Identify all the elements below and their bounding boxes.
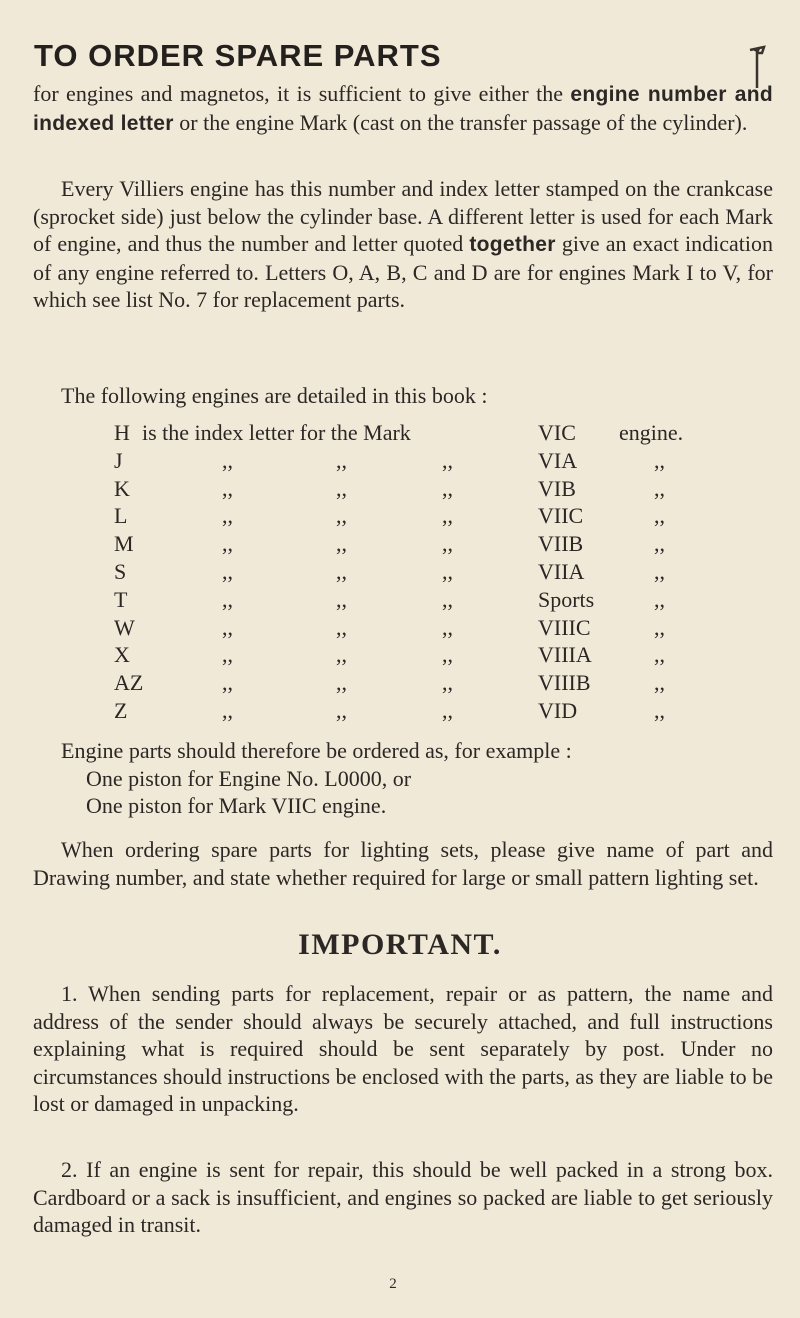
ditto-mark: ,, [442,558,453,584]
index-mark: VID [538,697,578,723]
index-letter: L [114,503,128,529]
ditto-mark: ,, [654,697,665,723]
ditto-mark: ,, [336,475,347,501]
index-mark: VIIB [538,531,584,557]
important-heading: IMPORTANT. [298,928,502,961]
ditto-mark: ,, [336,614,347,640]
ditto-mark: ,, [222,697,233,723]
index-letter: AZ [114,670,144,696]
index-letter: K [114,475,130,501]
example-line-1: One piston for Engine No. L0000, or [86,766,412,791]
index-letter: X [114,642,130,668]
ditto-mark: ,, [654,586,665,612]
index-row-end: engine. [619,420,684,445]
important-item-2: 2. If an engine is sent for repair, this should be well packed in a strong box. Cardboard or a sack is insufficient, and engines so packed are liable to get seriously damaged in transit. [33,1157,773,1237]
index-mark: VIIC [538,503,584,529]
index-row [114,669,714,697]
ditto-mark: ,, [336,642,347,668]
ditto-mark: ,, [442,503,453,529]
intro-lead: for engines and magnetos, it is sufficient to give either the [33,81,563,106]
index-mark: VIIIB [538,670,591,696]
ditto-mark: ,, [222,447,233,473]
ditto-mark: ,, [222,586,233,612]
ditto-mark: ,, [222,531,233,557]
index-row [114,475,714,503]
index-row [114,447,714,475]
index-mark: VIC [538,420,576,445]
ditto-mark: ,, [654,503,665,529]
index-letter: S [114,558,127,584]
index-mark: Sports [538,586,595,612]
ditto-mark: ,, [442,475,453,501]
intro-paragraph [33,80,773,137]
index-letter: H [114,420,130,445]
page-number: 2 [389,1276,397,1292]
table-intro: The following engines are detailed in this book : [61,383,488,408]
index-mark: VIA [538,447,578,473]
villiers-paragraph [33,175,773,314]
ditto-mark: ,, [222,475,233,501]
villiers-part2: give an exact indication of any engine referred to. Letters O, A, B, C and D are for engines Mark I to V, for which see list No. 7 for replacement parts. [33,231,774,312]
ditto-mark: ,, [222,614,233,640]
ditto-mark: ,, [336,503,347,529]
lighting-paragraph: When ordering spare parts for lighting sets, please give name of part and Drawing number, and state whether required for large or small pattern lighting set. [33,837,773,890]
index-letter: Z [114,697,128,723]
ditto-mark: ,, [654,447,665,473]
index-letter: T [114,586,128,612]
index-row [114,641,714,669]
villiers-part1: Every Villiers engine has this number and index letter stamped on the crankcase (sprocket side) just below the cylinder base. A different letter is used for each Mark of engine, and thus the number and letter quoted [33,176,773,256]
example-line-2: One piston for Mark VIIC engine. [86,793,387,818]
index-mark: VIIIC [538,614,591,640]
villiers-bold-word: together [469,233,556,256]
index-letter: W [114,614,135,640]
ditto-mark: ,, [442,614,453,640]
ditto-mark: ,, [336,697,347,723]
ditto-mark: ,, [442,697,453,723]
ditto-mark: ,, [654,558,665,584]
index-letter: J [114,447,123,473]
index-row [114,502,714,530]
ditto-mark: ,, [336,558,347,584]
ditto-mark: ,, [442,447,453,473]
index-mark: VIB [538,475,576,501]
ditto-mark: ,, [222,670,233,696]
index-row [114,697,714,725]
index-row-first [114,419,714,447]
ditto-mark: ,, [222,642,233,668]
index-row [114,586,714,614]
ditto-mark: ,, [654,670,665,696]
index-letter: M [114,531,134,557]
index-row [114,614,714,642]
ditto-mark: ,, [654,642,665,668]
ditto-mark: ,, [336,531,347,557]
index-row-text: is the index letter for the Mark [142,420,411,445]
ditto-mark: ,, [442,642,453,668]
ditto-mark: ,, [654,531,665,557]
ditto-mark: ,, [222,503,233,529]
ditto-mark: ,, [336,586,347,612]
ditto-mark: ,, [336,447,347,473]
intro-rest: or the engine Mark (cast on the transfer passage of the cylinder). [179,109,748,135]
page-heading: TO ORDER SPARE PARTS [34,38,442,73]
ditto-mark: ,, [442,531,453,557]
ditto-mark: ,, [654,614,665,640]
index-mark: VIIIA [538,642,592,668]
ditto-mark: ,, [222,558,233,584]
ditto-mark: ,, [442,670,453,696]
intro-bold-phrase: engine number and indexed letter [33,83,773,135]
engine-index-table [114,419,714,725]
ditto-mark: ,, [336,670,347,696]
ditto-mark: ,, [654,475,665,501]
ditto-mark: ,, [442,586,453,612]
index-mark: VIIA [538,558,585,584]
important-item-1: 1. When sending parts for replacement, repair or as pattern, the name and address of the sender should always be securely attached, and full instructions explaining what is required should be sent separately by post. Under no circumstances should instructions be enclosed with the parts, as they are liable to be lost or damaged in unpacking. [33,981,773,1116]
index-row [114,558,714,586]
index-row [114,530,714,558]
example-lead: Engine parts should therefore be ordered as, for example : [61,738,572,763]
